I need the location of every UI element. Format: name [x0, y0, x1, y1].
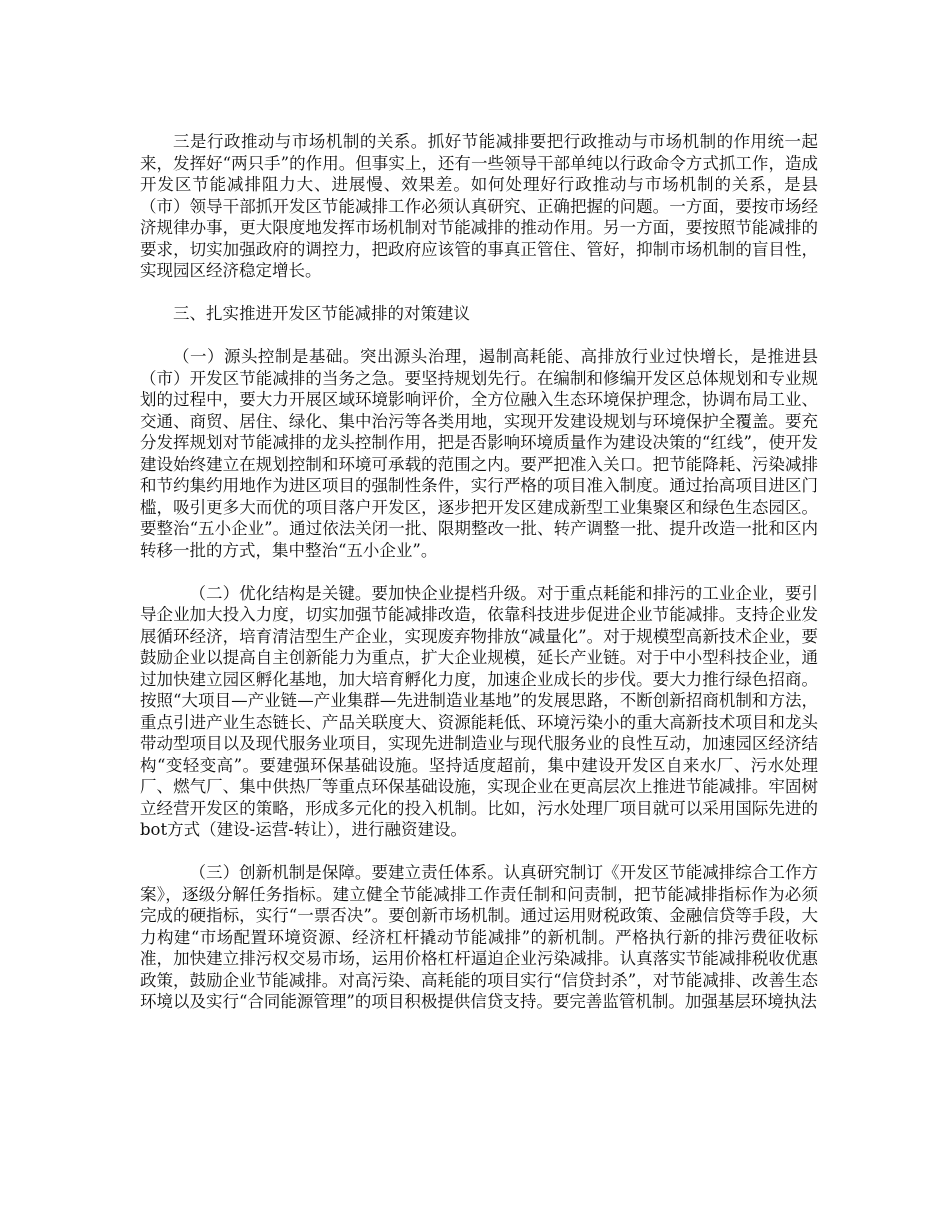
paragraph-structure-optimization: （二）优化结构是关键。要加快企业提档升级。对于重点耗能和排污的工业企业，要引导企业加大投入力度，切实加强节能减排改造，依靠科技进步促进企业节能减排。支持企业发展循环经济，培育清洁型生产企业，实现废弃物排放“减量化”。对于规模型高新技术企业，要鼓励企业以提高自主创新能力为重点，扩大企业规模，延长产业链。对于中小型科技企业，通过加快建立园区孵化基地，加大培育孵化力度，加速企业成长的步伐。要大力推行绿色招商。按照“大项目—产业链—产业集群—先进制造业基地”的发展思路，不断创新招商机制和方法，重点引进产业生态链长、产品关联度大、资源能耗低、环境污染小的重大高新技术项目和龙头带动型项目以及现代服务业项目，实现先进制造业与现代服务业的良性互动，加速园区经济结构“变轻变高”。要建强环保基础设施。坚持适度超前，集中建设开发区自来水厂、污水处理厂、燃气厂、集中供热厂等重点环保基础设施，实现企业在更高层次上推进节能减排。牢固树立经营开发区的策略，形成多元化的投入机制。比如，污水处理厂项目就可以采用国际先进的bot方式（建设-运营-转让），进行融资建设。 [140, 583, 818, 839]
section-heading-countermeasures: 三、扎实推进开发区节能减排的对策建议 [173, 304, 470, 323]
document-page [140, 131, 818, 1034]
paragraph-administrative-vs-market: 三是行政推动与市场机制的关系。抓好节能减排要把行政推动与市场机制的作用统一起来，发挥好“两只手”的作用。但事实上，还有一些领导干部单纯以行政命令方式抓工作，造成开发区节能减排阻力大、进展慢、效果差。如何处理好行政推动与市场机制的关系，是县（市）领导干部抓开发区节能减排工作必须认真研究、正确把握的问题。一方面，要按市场经济规律办事，更大限度地发挥市场机制对节能减排的推动作用。另一方面，要按照节能减排的要求，切实加强政府的调控力，把政府应该管的事真正管住、管好，抑制市场机制的盲目性，实现园区经济稳定增长。 [140, 132, 818, 280]
paragraph-mechanism-innovation: （三）创新机制是保障。要建立责任体系。认真研究制订《开发区节能减排综合工作方案》，逐级分解任务指标。建立健全节能减排工作责任制和问责制，把节能减排指标作为必须完成的硬指标，实行“一票否决”。要创新市场机制。通过运用财税政策、金融信贷等手段，大力构建“市场配置环境资源、经济杠杆撬动节能减排”的新机制。严格执行新的排污费征收标准，加快建立排污权交易市场，运用价格杠杆逼迫企业污染减排。认真落实节能减排税收优惠政策，鼓励企业节能减排。对高污染、高耗能的项目实行“信贷封杀”，对节能减排、改善生态环境以及实行“合同能源管理”的项目积极提供信贷支持。要完善监管机制。加强基层环境执法 [140, 863, 818, 1011]
paragraph-source-control: （一）源头控制是基础。突出源头治理，遏制高耗能、高排放行业过快增长，是推进县（市）开发区节能减排的当务之急。要坚持规划先行。在编制和修编开发区总体规划和专业规划的过程中，要大力开展区域环境影响评价，全方位融入生态环境保护理念，协调布局工业、交通、商贸、居住、绿化、集中治污等各类用地，实现开发建设规划与环境保护全覆盖。要充分发挥规划对节能减排的龙头控制作用，把是否影响环境质量作为建设决策的“红线”，使开发建设始终建立在规划控制和环境可承载的范围之内。要严把准入关口。把节能降耗、污染减排和节约集约用地作为进区项目的强制性条件，实行严格的项目准入制度。通过抬高项目进区门槛，吸引更多大而优的项目落户开发区，逐步把开发区建成新型工业集聚区和绿色生态园区。要整治“五小企业”。通过依法关闭一批、限期整改一批、转产调整一批、提升改造一批和区内转移一批的方式，集中整治“五小企业”。 [140, 347, 818, 560]
